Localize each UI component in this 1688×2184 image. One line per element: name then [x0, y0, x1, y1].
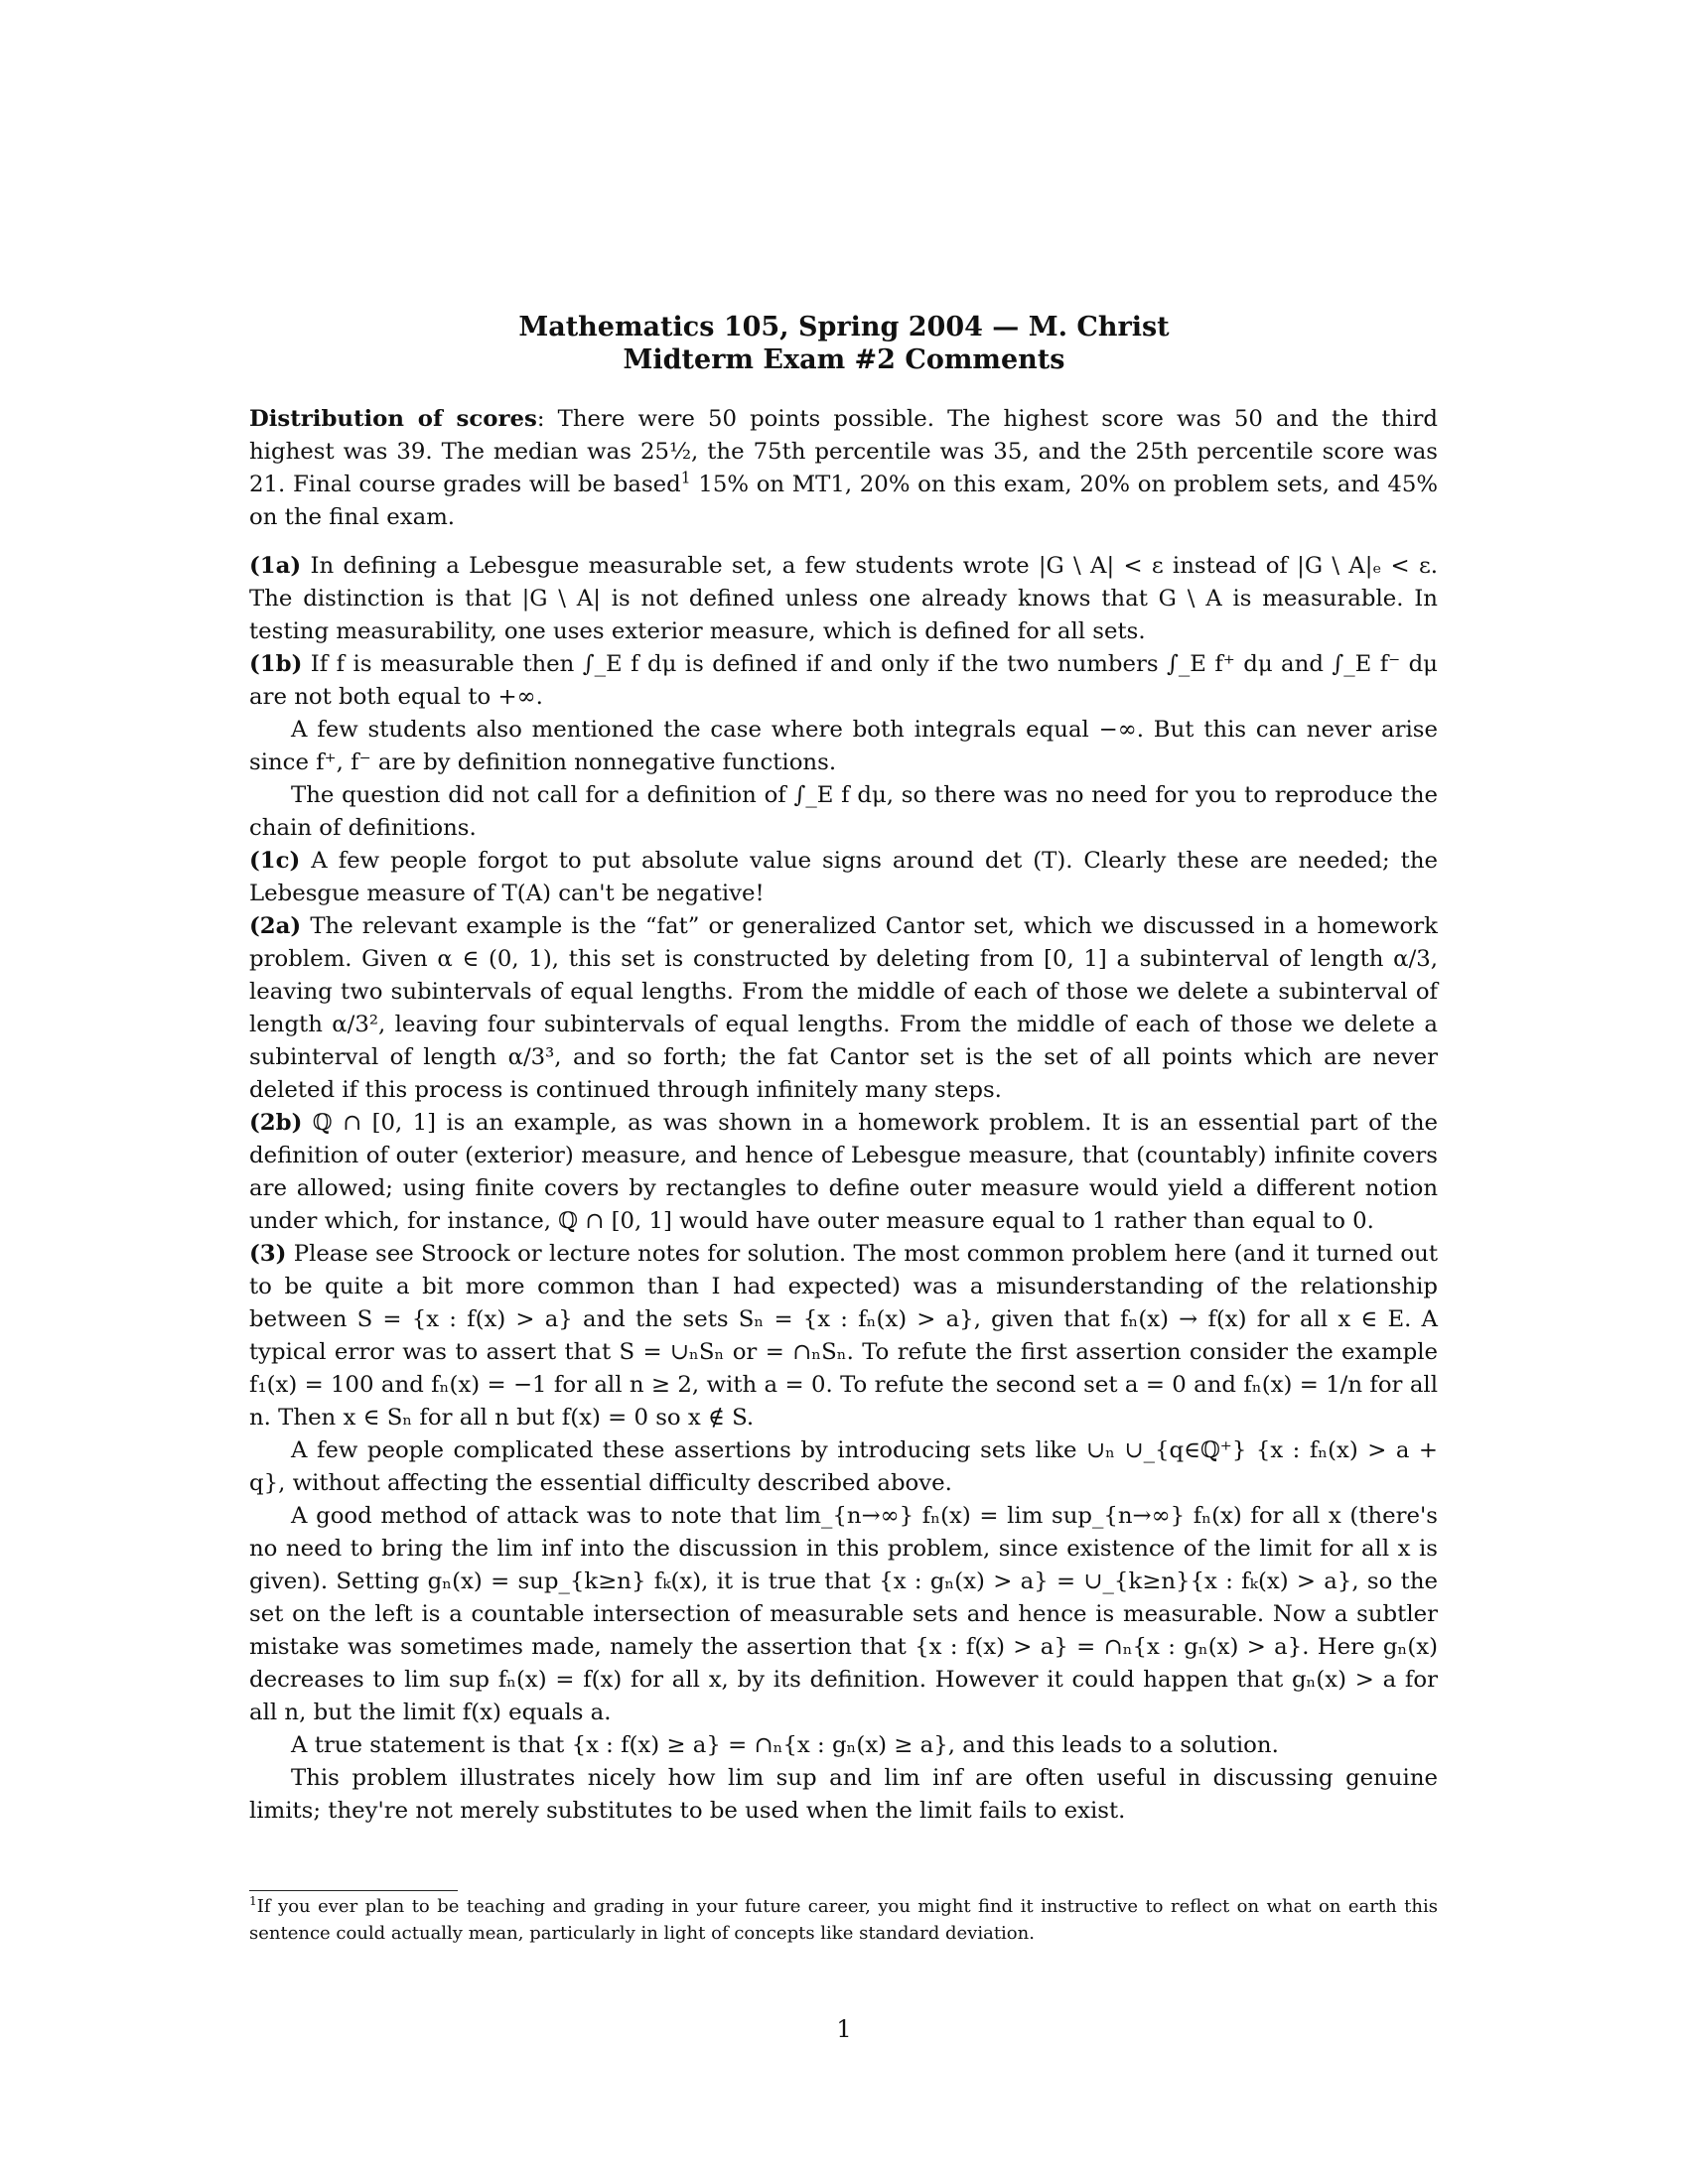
paragraph-distribution [249, 403, 1438, 534]
paragraph-3-cont: A good method of attack was to note that lim_{n→∞} fₙ(x) = lim sup_{n→∞} fₙ(x) for all x (there's no need to bring the lim inf into the discussion in this problem, since existence of the limit for all x is given). Setting gₙ(x) = sup_{k≥n} fₖ(x), it is true that {x : gₙ(x) > a} = ∪_{k≥n}{x : fₖ(x) > a}, so the set on the left is a countable intersection of measurable sets and hence is measurable. Now a subtler mistake was sometimes made, namely the assertion that {x : f(x) > a} = ∩ₙ{x : gₙ(x) > a}. Here gₙ(x) decreases to lim sup fₙ(x) = f(x) for all x, by its definition. However it could happen that gₙ(x) > a for all n, but the limit f(x) equals a. [249, 1503, 1438, 1725]
section-label: (2b) [249, 1110, 303, 1136]
paragraph-1b-cont: A few students also mentioned the case where both integrals equal −∞. But this can never arise since f⁺, f⁻ are by definition nonnegative functions. [249, 717, 1438, 775]
page-number: 1 [836, 2015, 852, 2043]
paragraph-3-cont: This problem illustrates nicely how lim sup and lim inf are often useful in discussing genuine limits; they're not merely substitutes to be used when the limit fails to exist. [249, 1765, 1438, 1824]
footnote-text: If you ever plan to be teaching and grading in your future career, you might find it instructive to reflect on what on earth this sentence could actually mean, particularly in light of concepts like standard deviation. [249, 1896, 1438, 1944]
footnote [249, 1893, 1438, 1947]
section-label: (1a) [249, 553, 302, 579]
paragraph-1a [249, 550, 1438, 648]
section-label: Distribution of scores [249, 406, 537, 432]
paragraph-text: If f is measurable then ∫_E f dμ is defined if and only if the two numbers ∫_E f⁺ dμ and ∫_E f⁻ dμ are not both equal to +∞. [249, 651, 1438, 710]
paragraph-text: 15% on MT1, 20% on this exam, 20% on problem sets, and 45% on the final exam. [249, 472, 1438, 530]
paragraph-1b-cont: The question did not call for a definition of ∫_E f dμ, so there was no need for you to reproduce the chain of definitions. [249, 782, 1438, 841]
footnote-ref: 1 [680, 469, 691, 487]
document-body [249, 403, 1438, 1828]
paragraph-text: : There were 50 points possible. The highest score was 50 and the third highest was 39. The median was 25½, the 75th percentile was 35, and the 25th percentile score was 21. Final course grades will be based [249, 406, 1439, 497]
paragraph-text: Please see Stroock or lecture notes for solution. The most common problem here (and it turned out to be quite a bit more common than I had expected) was a misunderstanding of the relationship between S = {x : f(x) > a} and the sets Sₙ = {x : fₙ(x) > a}, given that fₙ(x) → f(x) for all x ∈ E. A typical error was to assert that S = ∪ₙSₙ or = ∩ₙSₙ. To refute the first assertion consider the example f₁(x) = 100 and fₙ(x) = −1 for all n ≥ 2, with a = 0. To refute the second set a = 0 and fₙ(x) = 1/n for all n. Then x ∈ Sₙ for all n but f(x) = 0 so x ∉ S. [249, 1241, 1438, 1431]
page-subtitle: Midterm Exam #2 Comments [623, 344, 1065, 375]
paragraph-text: In defining a Lebesgue measurable set, a few students wrote |G \ A| < ε instead of |G \ A|ₑ < ε. The distinction is that |G \ A| is not defined unless one already knows that G \ A is measurable. In testing measurability, one uses exterior measure, which is defined for all sets. [249, 553, 1438, 644]
paragraph-3-cont: A true statement is that {x : f(x) ≥ a} = ∩ₙ{x : gₙ(x) ≥ a}, and this leads to a solution. [291, 1732, 1279, 1758]
section-label: (3) [249, 1241, 287, 1267]
paragraph-text: A few people forgot to put absolute value signs around det (T). Clearly these are needed; the Lebesgue measure of T(A) can't be negative! [249, 848, 1438, 906]
section-label: (2a) [249, 913, 302, 939]
section-label: (1c) [249, 848, 301, 874]
paragraph-2b [249, 1107, 1438, 1238]
paragraph-text: The relevant example is the “fat” or generalized Cantor set, which we discussed in a homework problem. Given α ∈ (0, 1), this set is constructed by deleting from [0, 1] a subinterval of length α/3, leaving two subintervals of equal lengths. From the middle of each of those we delete a subinterval of length α/3², leaving four subintervals of equal lengths. From the middle of each of those we delete a subinterval of length α/3³, and so forth; the fat Cantor set is the set of all points which are never deleted if this process is continued through infinitely many steps. [249, 913, 1438, 1103]
footnote-marker: 1 [249, 1894, 257, 1908]
paragraph-3 [249, 1238, 1438, 1434]
footnote-divider [249, 1890, 458, 1891]
paragraph-3-cont: A few people complicated these assertions by introducing sets like ∪ₙ ∪_{q∈ℚ⁺} {x : fₙ(x) > a + q}, without affecting the essential difficulty described above. [249, 1437, 1438, 1496]
paragraph-1b [249, 648, 1438, 714]
page-title: Mathematics 105, Spring 2004 — M. Christ [518, 312, 1170, 342]
paragraph-1c [249, 845, 1438, 910]
paragraph-2a [249, 910, 1438, 1107]
section-label: (1b) [249, 651, 303, 677]
paragraph-text: ℚ ∩ [0, 1] is an example, as was shown in a homework problem. It is an essential part of the definition of outer (exterior) measure, and hence of Lebesgue measure, that (countably) infinite covers are allowed; using finite covers by rectangles to define outer measure would yield a different notion under which, for instance, ℚ ∩ [0, 1] would have outer measure equal to 1 rather than equal to 0. [249, 1110, 1438, 1234]
